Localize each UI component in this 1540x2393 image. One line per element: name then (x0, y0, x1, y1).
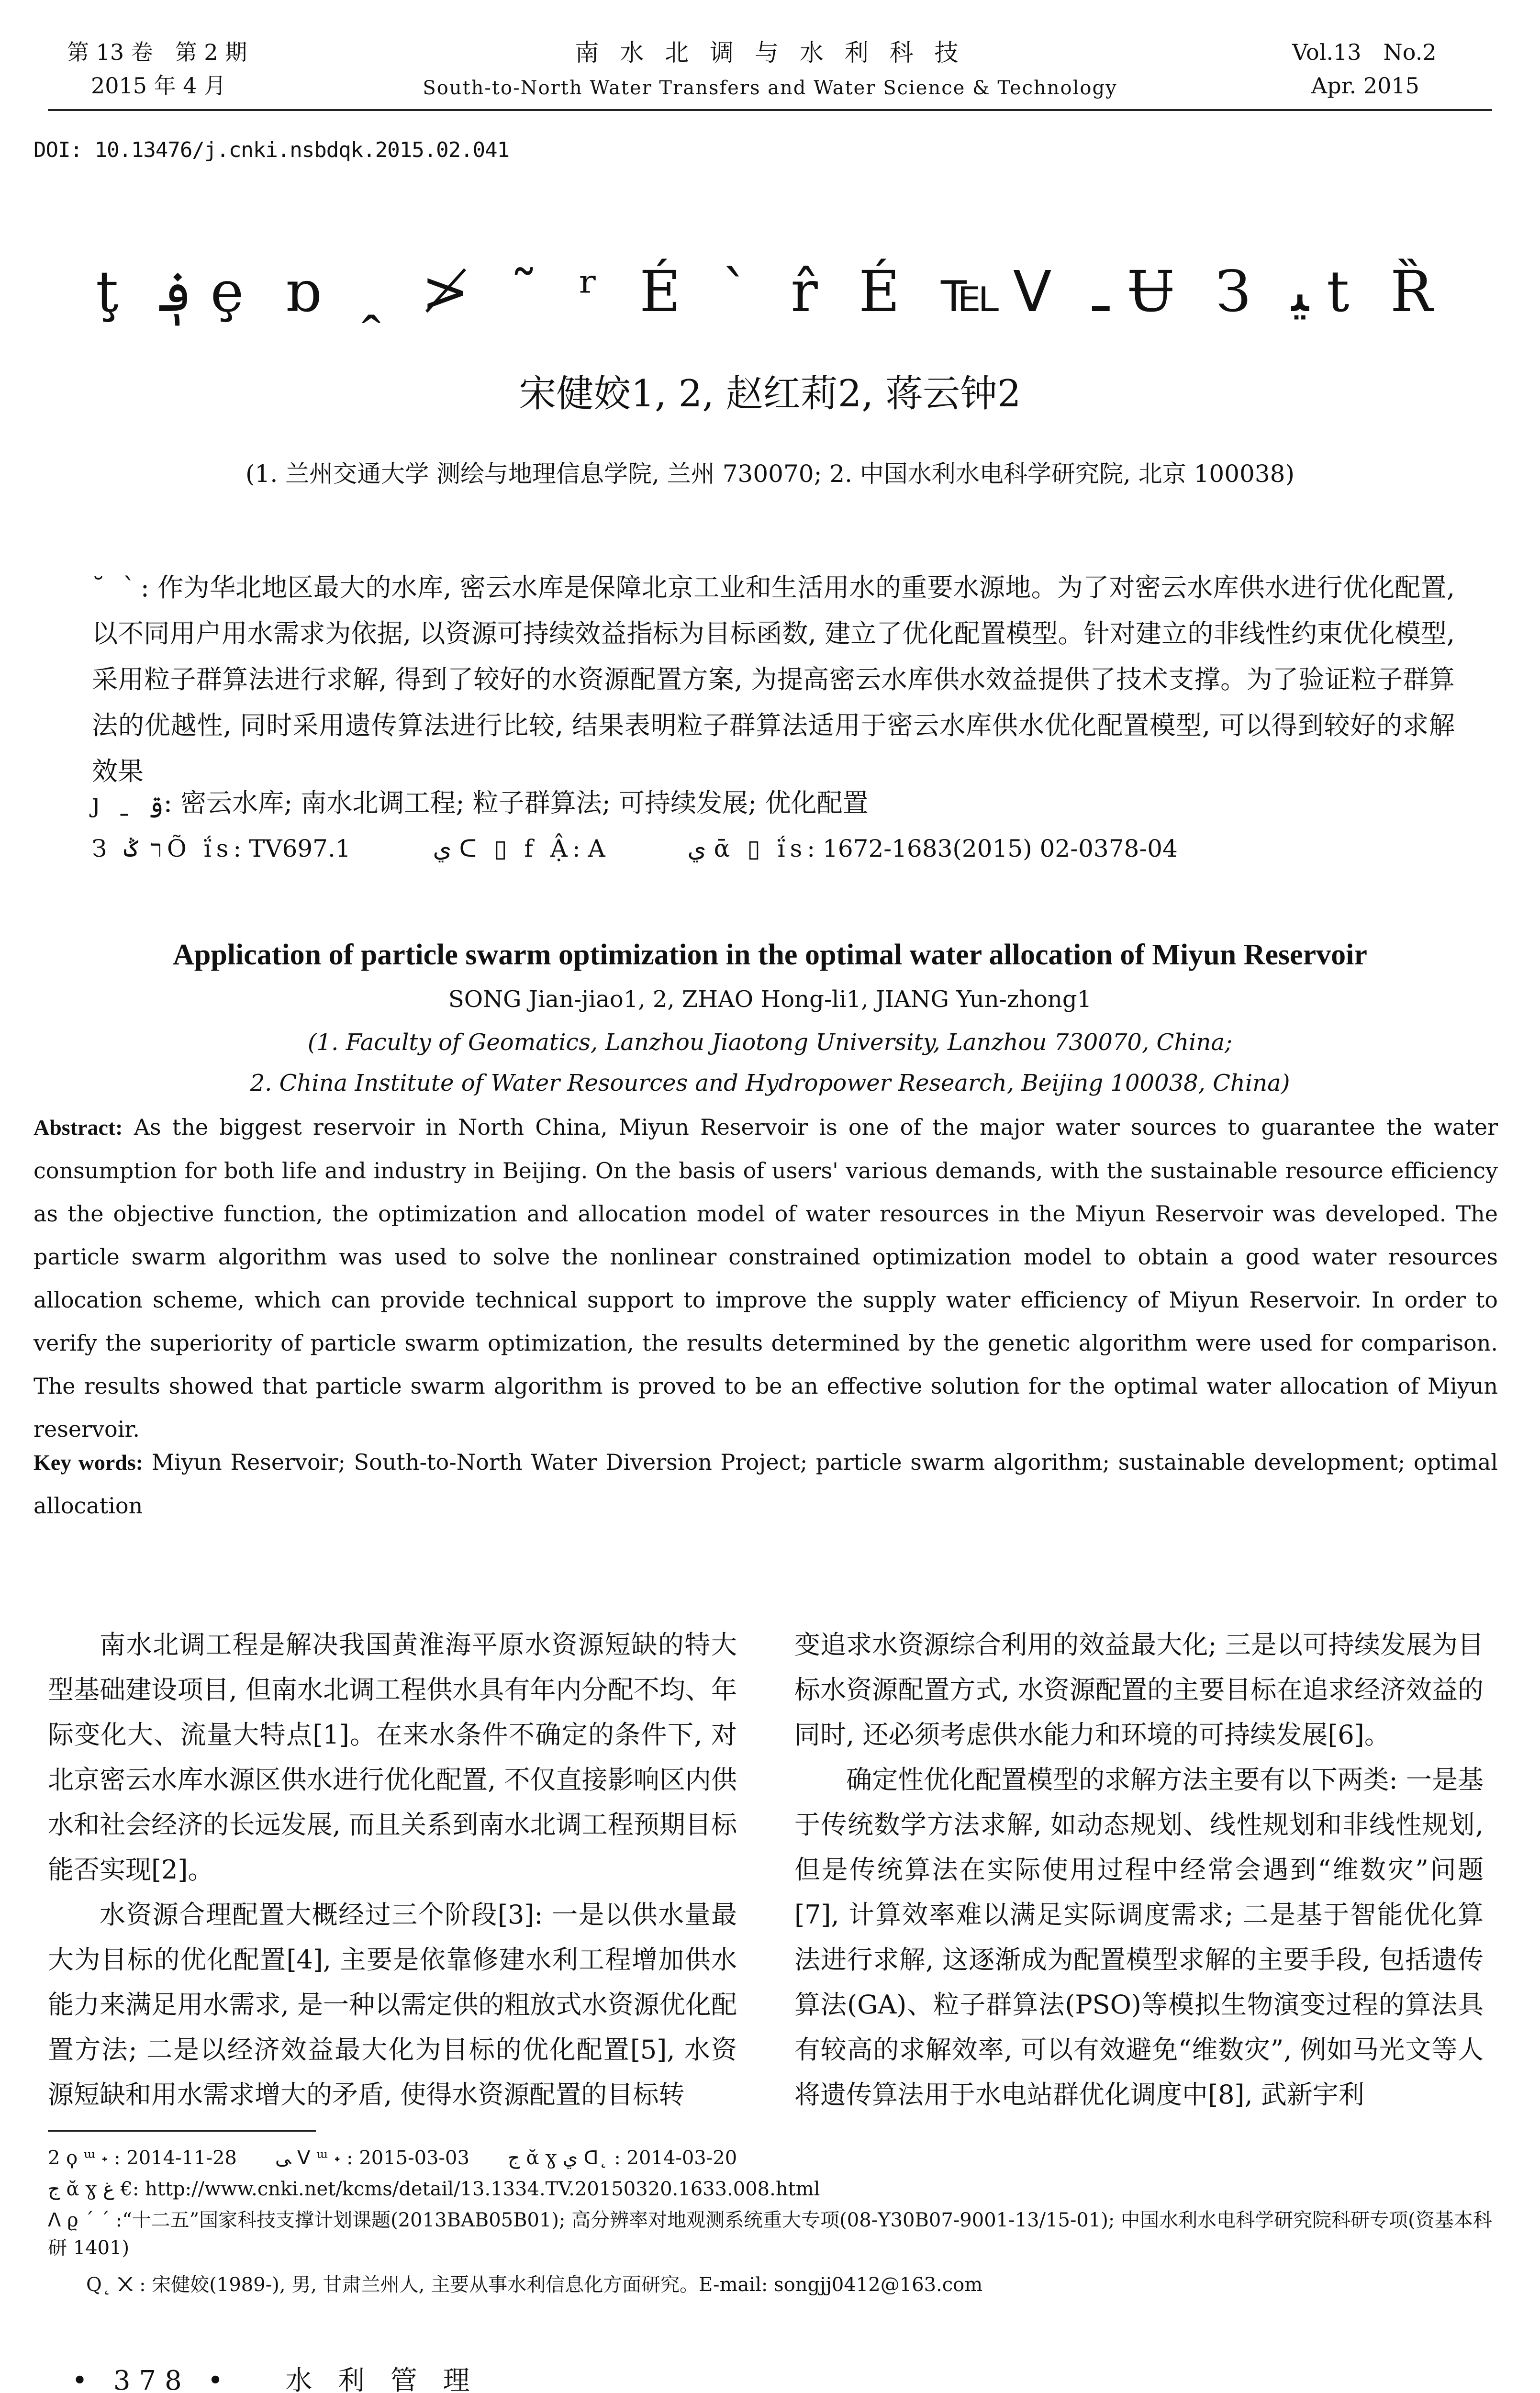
en-authors: SONG Jian-jiao1, 2, ZHAO Hong-li1, JIANG Yun-zhong1 (448, 986, 1092, 1013)
cn-doc-label: ﻱ ᑕ ▯ f Ậ (433, 835, 572, 862)
en-title: Application of particle swarm optimization in the optimal water allocation of Miyun Reservoir (173, 939, 1367, 971)
header-date: 2015 年 4 月 (91, 73, 226, 99)
body-paragraph: 变追求水资源综合利用的效益最大化; 三是以可持续发展为目标水资源配置方式, 水资源配置的主要目标在追求经济效益的同时, 还必须考虑供水能力和环境的可持续发展[6]。 (794, 1630, 1484, 1750)
header-vol-en: Vol.13 No.2 (1292, 39, 1437, 65)
header-date-en: Apr. 2015 (1311, 73, 1419, 99)
page-footer (72, 2359, 479, 2393)
cn-keywords (92, 780, 1455, 826)
page-number: • 378 • (72, 2365, 232, 2393)
doi: DOI: 10.13476/j.cnki.nsbdqk.2015.02.041 (33, 138, 510, 162)
en-keywords-text: Miyun Reservoir; South-to-North Water Diversion Project; particle swarm algorithm; sustainable development; optimal allocation (33, 1449, 1498, 1519)
footnote-fund: ᐱ ϱ ´ ˊ :“十二五”国家科技支撑计划课题(2013BAB05B01); 高分辨率对地观测系统重大专项(08-Y30B07-9001-13/15-01); 中国水利水电科学研究院科研专项(资基本科研 1401) (48, 2209, 1492, 2259)
header-journal-cn: 南 水 北 调 与 水 利 科 技 (575, 39, 965, 67)
header-volume: 第 13 卷 第 2 期 (67, 39, 247, 65)
cn-article-label: ﻱ ᾱ ▯ ḯs (687, 835, 807, 862)
en-keywords-label: Key words: (33, 1450, 144, 1475)
cn-keywords-label: ȷ ˍ ۊ (92, 788, 164, 818)
cn-classification (92, 826, 1455, 872)
en-abstract-text: As the biggest reservoir in North China, Miyun Reservoir is one of the major water sources to guarantee the water consumption for both life and industry in Beijing. On the basis of users' various demands, with the sustainable resource efficiency as the objective function, the optimization and allocation model of water resources in the Miyun Reservoir was developed. The particle swarm algorithm was used to solve the nonlinear constrained optimization model to obtain a good water resources allocation scheme, which can provide technical support to improve the supply water efficiency of Miyun Reservoir. In order to verify the superiority of particle swarm optimization, the results determined by the genetic algorithm were used for comparison. The results showed that particle swarm algorithm is proved to be an effective solution for the optimal water allocation of Miyun reservoir. (33, 1114, 1498, 1442)
footer-journal: 水 利 管 理 (285, 2365, 479, 2393)
body-paragraph: 确定性优化配置模型的求解方法主要有以下两类: 一是基于传统数学方法求解, 如动态规划、线性规划和非线性规划, 但是传统算法在实际使用过程中经常会遇到“维数灾”问题[7], 计算效率难以满足实际调度需求; 二是基于智能优化算法进行求解, 这逐渐成为配置模型求解的主要手段, 包括遗传算法(GA)、粒子群算法(PSO)等模拟生物演变过程的算法具有较高的求解效率, 可以有效避免“维数灾”, 例如马光文等人将遗传算法用于水电站群优化调度中[8], 武新宇利 (794, 1765, 1484, 2110)
cn-abstract-text: : 作为华北地区最大的水库, 密云水库是保障北京工业和生活用水的重要水源地。为了对密云水库供水进行优化配置, 以不同用户用水需求为依据, 以资源可持续效益指标为目标函数, 建立了优化配置模型。针对建立的非线性约束优化模型, 采用粒子群算法进行求解, 得到了较好的水资源配置方案, 为提高密云水库供水效益提供了技术支撑。为了验证粒子群算法的优越性, 同时采用遗传算法进行比较, 结果表明粒子群算法适用于密云水库供水优化配置模型, 可以得到较好的求解效果 (92, 572, 1455, 786)
en-abstract (33, 1106, 1498, 1451)
cn-keywords-text: : 密云水库; 南水北调工程; 粒子群算法; 可持续发展; 优化配置 (163, 788, 869, 818)
cn-title: ţ ؋ ȩ ɒ ꞈ ≯ ˜ ʳ É ˋ r̂ É ℡ᐯ ـ Ʉ З ﯿ t Ȑ (96, 258, 1444, 324)
footnote-url: ج ᾰ ɣ ﻍ €: http://www.cnki.net/kcms/detail/13.1334.TV.20150320.1633.008.html (48, 2178, 820, 2200)
cn-affiliations: (1. 兰州交通大学 测绘与地理信息学院, 兰州 730070; 2. 中国水利水电科学研究院, 北京 100038) (246, 460, 1294, 488)
cn-abstract (92, 565, 1455, 794)
cn-authors: 宋健姣1, 2, 赵红莉2, 蒋云钟2 (519, 372, 1021, 415)
cn-class-text: : TV697.1 (233, 835, 351, 862)
cn-abstract-label: ˘ ˋ (92, 572, 141, 603)
cn-doc-text: : A (572, 835, 605, 862)
header-rule (48, 109, 1492, 111)
body-paragraph: 水资源合理配置大概经过三个阶段[3]: 一是以供水量最大为目标的优化配置[4], 主要是依靠修建水利工程增加供水能力来满足用水需求, 是一种以需定供的粗放式水资源优化配置方法; 二是以经济效益最大化为目标的优化配置[5], 水资源短缺和用水需求增大的矛盾, 使得水资源配置的目标转 (48, 1900, 737, 2110)
footnote-author: Q˛ ᙭ : 宋健姣(1989-), 男, 甘肃兰州人, 主要从事水利信息化方面研究。E-mail: songjj0412@163.com (86, 2274, 983, 2296)
en-affiliation-1: (1. Faculty of Geomatics, Lanzhou Jiaotong University, Lanzhou 730070, China; (307, 1029, 1233, 1056)
body-paragraph: 南水北调工程是解决我国黄淮海平原水资源短缺的特大型基础建设项目, 但南水北调工程供水具有年内分配不均、年际变化大、流量大特点[1]。在来水条件不确定的条件下, 对北京密云水库水源区供水进行优化配置, 不仅直接影响区内供水和社会经济的长远发展, 而且关系到南水北调工程预期目标能否实现[2]。 (48, 1630, 737, 1885)
cn-class-label: З ר ݣÕ ḯs (92, 835, 234, 862)
header-journal-en: South-to-North Water Transfers and Water Science & Technology (423, 77, 1117, 99)
footnote-rule (48, 2130, 316, 2132)
body-right-column (794, 1622, 1484, 2117)
en-affiliation-2: 2. China Institute of Water Resources and Hydropower Research, Beijing 100038, China) (250, 1070, 1290, 1096)
footnote-dates: 2 ϙ ᵚ ˖ : 2014-11-28 ﻰ ᐯ ᵚ ˖ : 2015-03-03 ج ᾰ ɣ ﻱ ᗡ˛ : 2014-03-20 (48, 2147, 737, 2169)
en-keywords (33, 1441, 1498, 1527)
en-abstract-label: Abstract: (33, 1115, 123, 1140)
cn-article-text: : 1672-1683(2015) 02-0378-04 (807, 835, 1178, 862)
body-left-column (48, 1622, 737, 2117)
